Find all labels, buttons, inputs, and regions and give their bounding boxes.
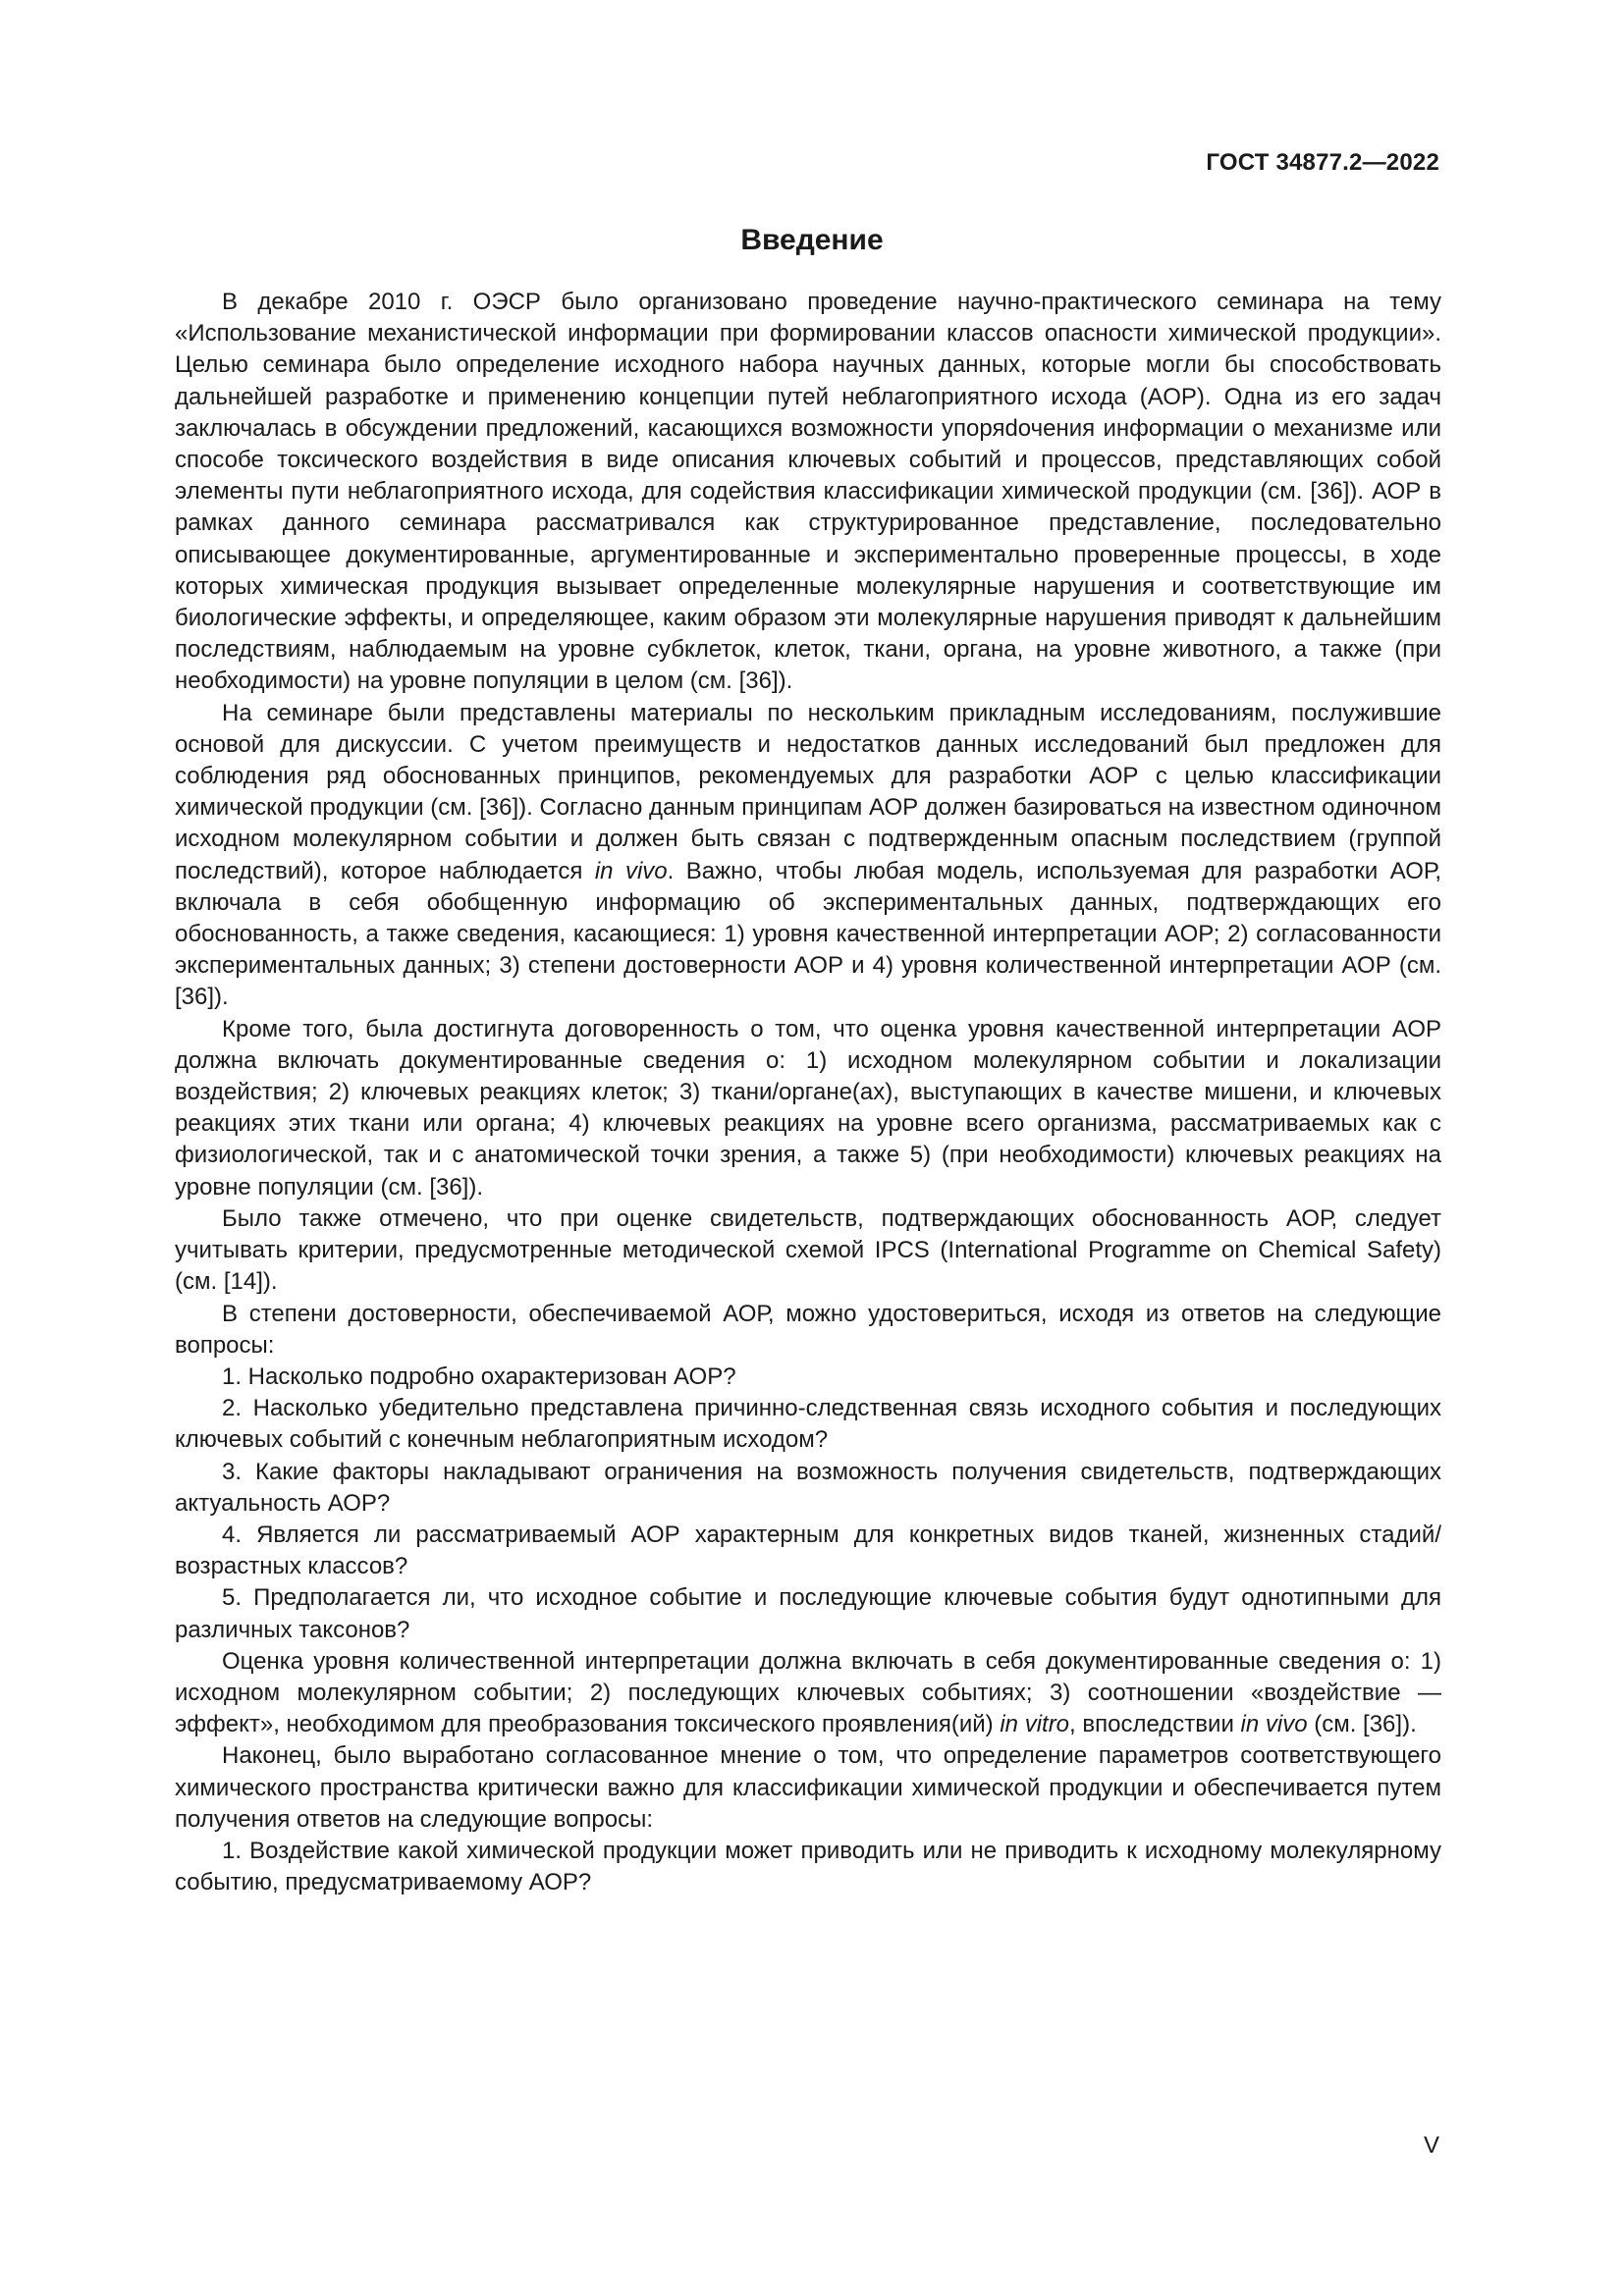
text-segment: 1. Насколько подробно охарактеризован АОР?: [222, 1362, 736, 1390]
italic-term: in vivo: [594, 857, 668, 884]
text-segment: . Важно, чтобы любая модель, используемая для разработки АОР, включала в себя обобщенную информацию об экспериментальных данных, подтверждающих его обоснованность, а также сведения, касающиеся: 1) уровня качественной интерпретации АОР; 2) согласованности экспериментальных данных; 3) степени достоверности АОР и 4) уровня количественной интерпретации АОР (см. [36]).: [175, 857, 1441, 1011]
paragraph: [175, 1457, 1441, 1520]
paragraph: [175, 1646, 1441, 1741]
paragraph: [175, 1520, 1441, 1582]
body-text: [175, 287, 1441, 1898]
text-segment: 1. Воздействие какой химической продукции может приводить или не приводить к исходному молекулярному событию, предусматриваемому АОР?: [175, 1837, 1441, 1896]
paragraph: [175, 1393, 1441, 1456]
page-number: V: [1423, 2132, 1439, 2159]
paragraph: [175, 1362, 1441, 1393]
paragraph: [175, 1740, 1441, 1836]
text-segment: 3. Какие факторы накладывают ограничения на возможность получения свидетельств, подтверждающих актуальность АОР?: [175, 1458, 1441, 1517]
text-segment: , впоследствии: [1069, 1711, 1241, 1738]
text-segment: 5. Предполагается ли, что исходное событие и последующие ключевые события будут однотипными для различных таксонов?: [175, 1584, 1441, 1643]
text-segment: Было также отмечено, что при оценке свидетельств, подтверждающих обоснованность АОР, следует учитывать критерии, предусмотренные методической схемой IPCS (International Programme on Chemical Safety) (см. [14]).: [175, 1204, 1441, 1296]
paragraph: [175, 1836, 1441, 1898]
text-segment: (см. [36]).: [1307, 1711, 1417, 1738]
paragraph: [175, 287, 1441, 698]
text-segment: Наконец, было выработано согласованное мнение о том, что определение параметров соответствующего химического пространства критически важно для классификации химической продукции и обеспечивается путем получения ответов на следующие вопросы:: [175, 1742, 1441, 1833]
text-segment: Кроме того, была достигнута договоренность о том, что оценка уровня качественной интерпретации АОР должна включать документированные сведения о: 1) исходном молекулярном событии и локализации воздействия; 2) ключевых реакциях клеток; 3) ткани/органе(ах), выступающих в качестве мишени, и ключевых реакциях этих ткани или органа; 4) ключевых реакциях на уровне всего организма, рассматриваемых как с физиологической, так и с анатомической точки зрения, а также 5) (при необходимости) ключевых реакциях на уровне популяции (см. [36]).: [175, 1015, 1441, 1201]
paragraph: [175, 1299, 1441, 1362]
paragraph: [175, 1203, 1441, 1299]
text-segment: 2. Насколько убедительно представлена причинно-следственная связь исходного события и последующих ключевых событий с конечным неблагоприятным исходом?: [175, 1395, 1441, 1454]
standard-header: ГОСТ 34877.2—2022: [1206, 149, 1439, 176]
text-segment: В степени достоверности, обеспечиваемой АОР, можно удостовериться, исходя из ответов на следующие вопросы:: [175, 1300, 1441, 1359]
italic-term: in vitro: [1000, 1711, 1070, 1738]
italic-term: in vivo: [1240, 1711, 1308, 1738]
text-segment: В декабре 2010 г. ОЭСР было организовано проведение научно-практического семинара на тему «Использование механистической информации при формировании классов опасности химической продукции». Целью семинара было определение исходного набора научных данных, которые могли бы способствовать дальнейшей разработке и применению концепции путей неблагоприятного исхода (АОР). Одна из его задач заключалась в обсуждении предложений, касающихся возможности упоряdочения информации о механизме или способе токсического воздействия в виде описания ключевых событий и процессов, представляющих собой элементы пути неблагоприятного исхода, для содействия классификации химической продукции (см. [36]). АОР в рамках данного семинара рассматривался как структурированное представление, последовательно описывающее документированные, аргументированные и экспериментально проверенные процессы, в ходе которых химическая продукция вызывает определенные молекулярные нарушения и соответствующие им биологические эффекты, и определяющее, каким образом эти молекулярные нарушения приводят к дальнейшим последствиям, наблюдаемым на уровне субклеток, клеток, ткани, органа, на уровне животного, а также (при необходимости) на уровне популяции в целом (см. [36]).: [175, 289, 1441, 695]
paragraph: [175, 1014, 1441, 1203]
paragraph: [175, 1582, 1441, 1645]
text-segment: Оценка уровня количественной интерпретации должна включать в себя документированные сведения о: 1) исходном молекулярном событии; 2) последующих ключевых событиях; 3) соотношении «воздействие — эффект», необходимом для преобразования токсического проявления(ий): [175, 1647, 1441, 1738]
paragraph: [175, 698, 1441, 1014]
text-segment: На семинаре были представлены материалы по нескольким прикладным исследованиям, послужившие основой для дискуссии. С учетом преимуществ и недостатков данных исследований был предложен для соблюдения ряд обоснованных принципов, рекомендуемых для разработки АОР с целью классификации химической продукции (см. [36]). Согласно данным принципам АОР должен базироваться на известном одиночном исходном молекулярном событии и должен быть связан с подтвержденным опасным последствием (группой последствий), которое наблюдается: [175, 699, 1441, 884]
section-title: Введение: [740, 224, 884, 256]
text-segment: 4. Является ли рассматриваемый АОР характерным для конкретных видов тканей, жизненных стадий/возрастных классов?: [175, 1521, 1441, 1580]
